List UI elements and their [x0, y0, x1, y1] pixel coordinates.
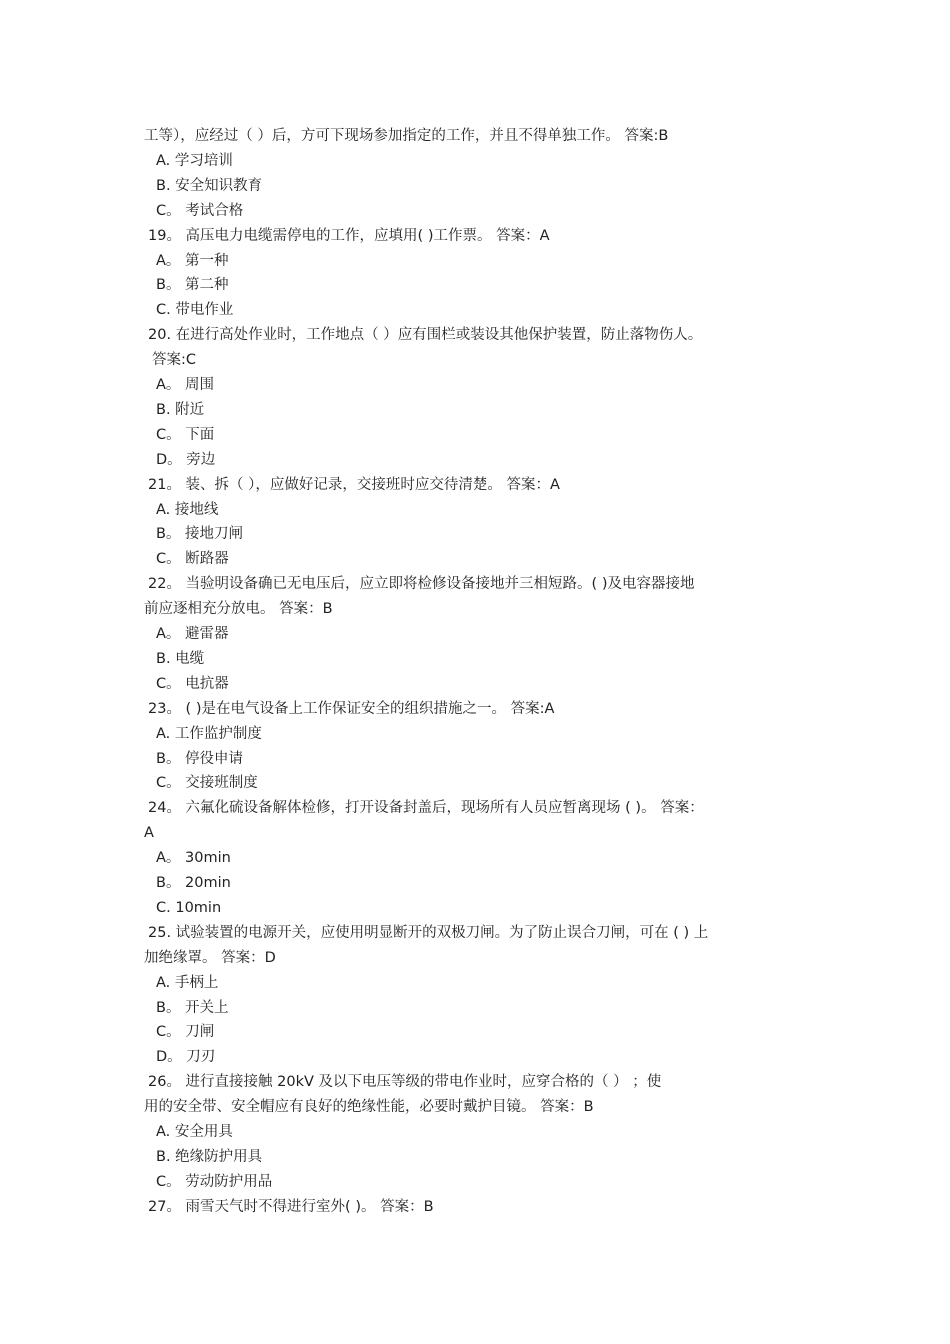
text-line: 27。 雨雪天气时不得进行室外( )。 答案：B — [148, 1198, 434, 1215]
text-line: A。 第一种 — [156, 252, 229, 269]
text-line: C. 带电作业 — [156, 302, 234, 319]
text-line: A。 避雷器 — [156, 626, 229, 642]
text-line: A. 安全用具 — [156, 1124, 233, 1140]
text-line: 25. 试验装置的电源开关，应使用明显断开的双极刀闸。为了防止误合刀闸，可在 ( ) 上 — [148, 924, 709, 941]
text-line: 21。 装、拆（ ），应做好记录，交接班时应交待清楚。 答案：A — [148, 476, 560, 493]
text-line: C。 交接班制度 — [156, 775, 258, 792]
text-line: 26。 进行直接接触 20kV 及以下电压等级的带电作业时，应穿合格的（ ） ；使 — [148, 1074, 662, 1091]
text-line: 答案:C — [152, 352, 197, 369]
text-line: B. 安全知识教育 — [156, 177, 263, 194]
text-line: 用的安全带、安全帽应有良好的绝缘性能，必要时戴护目镜。 答案：B — [144, 1099, 594, 1116]
text-line: B。 第二种 — [156, 277, 229, 294]
text-line: C。 断路器 — [156, 551, 229, 568]
text-line: 22。 当验明设备确已无电压后，应立即将检修设备接地并三相短路。( )及电容器接地 — [148, 576, 695, 593]
text-line: C。 刀闸 — [156, 1024, 215, 1041]
text-line: B. 绝缘防护用具 — [156, 1148, 263, 1165]
text-line: A。 30min — [156, 850, 231, 867]
text-line: 工等），应经过（ ）后，方可下现场参加指定的工作，并且不得单独工作。 答案:B — [144, 128, 669, 144]
text-line: A. 手柄上 — [156, 974, 219, 991]
text-line: B。 停役申请 — [156, 750, 244, 767]
text-line: D。 旁边 — [156, 451, 216, 468]
text-line: B。 接地刀闸 — [156, 526, 244, 543]
text-line: B. 电缆 — [156, 650, 205, 667]
text-line: 20. 在进行高处作业时，工作地点（ ）应有围栏或装设其他保护装置，防止落物伤人。 — [148, 327, 703, 344]
text-line: A — [144, 825, 154, 842]
text-line: C。 下面 — [156, 426, 215, 443]
text-line: 19。 高压电力电缆需停电的工作，应填用( )工作票。 答案：A — [148, 227, 550, 244]
text-line: C。 考试合格 — [156, 202, 244, 219]
text-line: B。 20min — [156, 875, 231, 891]
text-line: A。 周围 — [156, 377, 215, 393]
text-line: A. 接地线 — [156, 501, 219, 518]
text-line: 加绝缘罩。 答案：D — [144, 949, 276, 966]
text-line: 前应逐相充分放电。 答案：B — [144, 601, 333, 618]
text-line: B. 附近 — [156, 401, 205, 418]
text-line: A. 学习培训 — [156, 152, 233, 169]
text-line: D。 刀刃 — [156, 1049, 216, 1066]
text-line: C。 电抗器 — [156, 675, 229, 692]
text-line: 24。 六氟化硫设备解体检修，打开设备封盖后，现场所有人员应暂离现场 ( )。 答案： — [148, 800, 704, 817]
text-line: A. 工作监护制度 — [156, 725, 262, 742]
text-line: C. 10min — [156, 899, 222, 916]
text-line: B。 开关上 — [156, 999, 229, 1016]
text-line: C。 劳动防护用品 — [156, 1173, 273, 1190]
text-line: 23。 ( )是在电气设备上工作保证安全的组织措施之一。 答案:A — [148, 700, 555, 717]
